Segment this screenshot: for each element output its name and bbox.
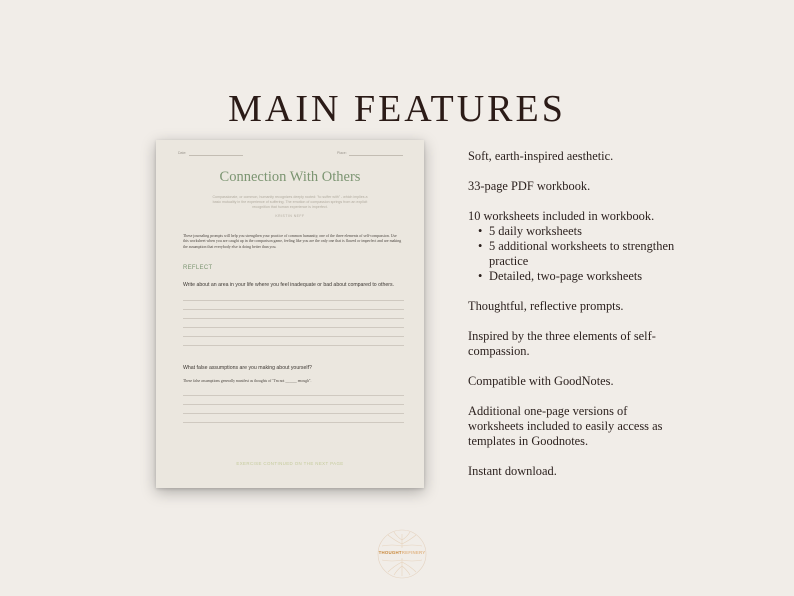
feature-item: Inspired by the three elements of self-compassion. — [468, 329, 656, 358]
feature-item: Additional one-page versions of worksheets included to easily access as templates in Goodnotes. — [468, 404, 663, 448]
question-2-note: These false assumptions generally manifest as thoughts of "I'm not ______ enough". — [183, 379, 312, 383]
question-2: What false assumptions are you making about yourself? — [183, 365, 312, 371]
worksheet-title: Connection With Others — [219, 169, 361, 185]
quote-attribution: KRISTIN NEFF — [275, 214, 305, 218]
writing-line — [183, 345, 404, 346]
feature-item: Compatible with GoodNotes. — [468, 374, 614, 388]
writing-line — [183, 413, 404, 414]
feature-subitem-text: 5 daily worksheets — [489, 224, 582, 238]
worksheet-intro-paragraph: These journaling prompts will help you strengthen your practice of common humanity, one of the three elements of self-compassion. Use this worksheet when you are caught up in the comparison game, feeling like you are the only one that is flawed or imperfect and are making the assumption that everybody else is doing better than you. — [183, 234, 402, 249]
section-heading: REFLECT — [183, 265, 213, 271]
worksheet-intro-quote: Compassionate, or common, humanity recognizes deeply rooted: "to suffer with" - which implies a basic mutuality in the experience of suffering. The emotion of compassion springs from an explicit recognition that human experience is imperfect. — [212, 195, 368, 209]
bullet-icon: • — [478, 269, 483, 283]
brand-logo — [376, 528, 428, 580]
logo-text-refinery: REFINERY — [401, 550, 426, 555]
feature-item: 33-page PDF workbook. — [468, 179, 591, 193]
writing-line — [183, 327, 404, 328]
writing-line — [183, 318, 404, 319]
writing-line — [183, 395, 404, 396]
feature-item: Instant download. — [468, 464, 557, 478]
writing-line — [183, 404, 404, 405]
bullet-icon: • — [478, 239, 483, 253]
feature-item: 10 worksheets included in workbook. — [468, 209, 655, 223]
feature-subitem-text: Detailed, two-page worksheets — [489, 269, 643, 283]
writing-line — [183, 336, 404, 337]
page-title: MAIN FEATURES — [228, 88, 566, 131]
bullet-icon: • — [478, 224, 483, 238]
worksheet-footer: EXERCISE CONTINUED ON THE NEXT PAGE — [236, 461, 344, 466]
worksheet-preview — [156, 140, 424, 488]
logo-wordmark — [376, 550, 428, 555]
logo-text-thought: THOUGHT — [378, 550, 402, 555]
date-label: Date: — [178, 151, 187, 155]
place-label: Place: — [337, 151, 347, 155]
feature-item: Thoughtful, reflective prompts. — [468, 299, 624, 313]
date-line — [189, 155, 243, 156]
writing-line — [183, 422, 404, 423]
writing-line — [183, 300, 404, 301]
feature-subitem-text: 5 additional worksheets to strengthen practice — [489, 239, 675, 268]
question-1: Write about an area in your life where you feel inadequate or bad about compared to others. — [183, 282, 394, 288]
writing-line — [183, 309, 404, 310]
place-line — [349, 155, 403, 156]
feature-item: Soft, earth-inspired aesthetic. — [468, 149, 614, 163]
